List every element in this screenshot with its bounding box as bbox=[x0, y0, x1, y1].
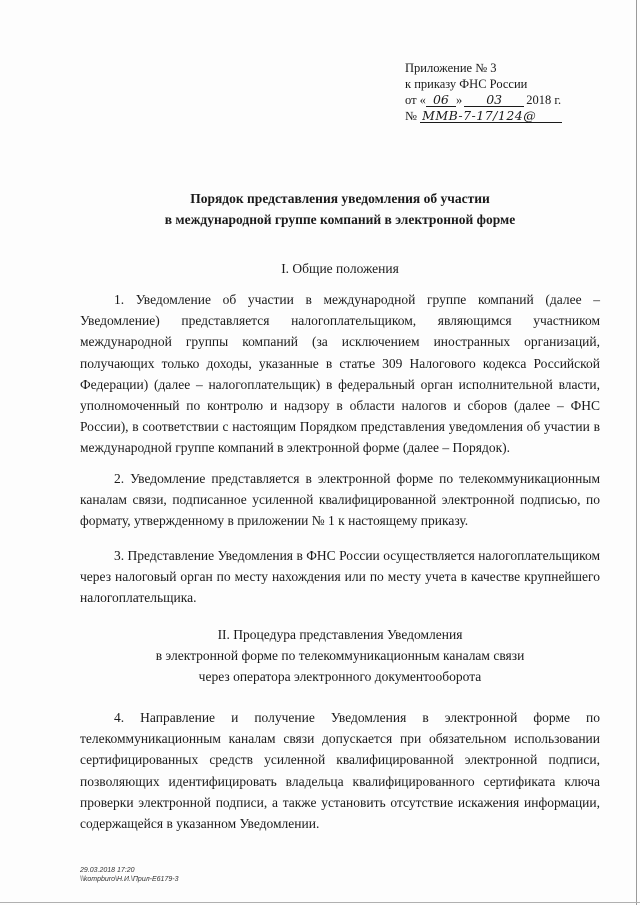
section2-heading-line2: в электронной форме по телекоммуникационным каналам связи bbox=[155, 648, 525, 663]
footer-timestamp: 29.03.2018 17:20 bbox=[80, 867, 135, 874]
date-prefix: от « bbox=[405, 93, 426, 107]
paragraph-4: 4. Направление и получение Уведомления в электронной форме по телекоммуникационным каналам связи допускается при обязательном использовании сертифицированных средств усиленной квалифицированной электронной подписи, позволяющих идентифицировать владельца квалифицированного сертификата ключа проверки электронной подписи, а также установить отсутствие искажения информации, содержащейся в указанном Уведомлении. bbox=[80, 710, 600, 832]
file-footer bbox=[80, 866, 178, 884]
section2-heading-line3: через оператора электронного документооборота bbox=[198, 669, 482, 684]
appendix-number: Приложение № 3 bbox=[405, 61, 497, 75]
section2-heading-line1: II. Процедура представления Уведомления bbox=[217, 627, 463, 642]
page-edge-bottom bbox=[0, 902, 640, 903]
document-title bbox=[80, 188, 600, 230]
page-edge-right bbox=[636, 0, 637, 905]
document-title-line1: Порядок представления уведомления об участии bbox=[190, 191, 490, 206]
appendix-order-ref: к приказу ФНС России bbox=[405, 77, 528, 91]
date-day-handwritten: 06 bbox=[426, 93, 456, 107]
appendix-date bbox=[405, 92, 620, 108]
section1-heading: I. Общие положения bbox=[281, 261, 399, 276]
section2-heading bbox=[80, 624, 600, 687]
date-mid: » bbox=[455, 93, 463, 107]
document-title-line2: в международной группе компаний в электронной форме bbox=[164, 212, 516, 227]
footer-file-path: \\kompburo\Н.И.\Прил-Е6179-3 bbox=[80, 876, 179, 883]
paragraph-3: 3. Представление Уведомления в ФНС России осуществляется налогоплательщиком через налоговый орган по месту нахождения или по месту учета в качестве крупнейшего налогоплательщика. bbox=[80, 548, 600, 606]
number-prefix: № bbox=[405, 109, 417, 123]
appendix-block bbox=[405, 60, 620, 124]
order-number-handwritten: ММВ-7-17/124@ bbox=[420, 109, 562, 123]
paragraph-1: 1. Уведомление об участии в международной группе компаний (далее – Уведомление) представляется налогоплательщиком, являющимся участником международной группы компаний (за исключением иностранных организаций, получающих только доходы, указанные в статье 309 Налогового кодекса Российской Федерации) (далее – налогоплательщик) в федеральный орган исполнительной власти, уполномоченный по контролю и надзору в области налогов и сборов (далее – ФНС России), в соответствии с настоящим Порядком представления уведомления об участии в международной группе компаний в электронной форме (далее – Порядок). bbox=[80, 292, 600, 456]
paragraph-2: 2. Уведомление представляется в электронной форме по телекоммуникационным каналам связи, подписанное усиленной квалифицированной электронной подписью, по формату, утвержденному в приложении № 1 к настоящему приказу. bbox=[80, 471, 600, 529]
date-month-handwritten: 03 bbox=[464, 93, 524, 107]
date-year: 2018 г. bbox=[526, 93, 562, 107]
appendix-order-number bbox=[405, 108, 620, 124]
